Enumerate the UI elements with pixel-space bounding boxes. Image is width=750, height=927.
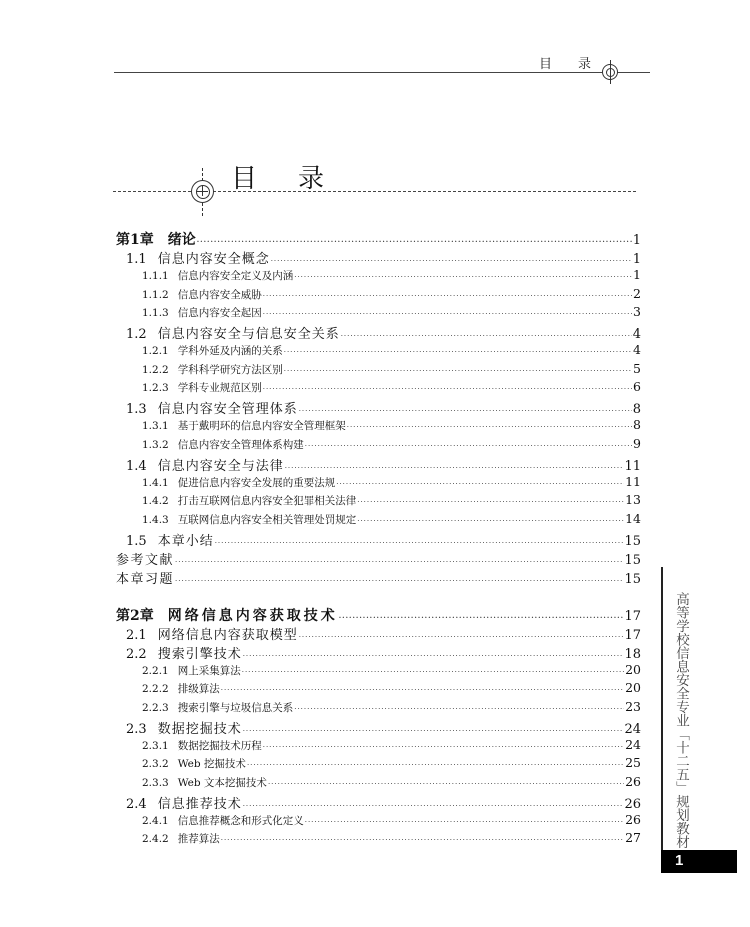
toc-leader-dots — [263, 310, 632, 318]
toc-title: 信息内容安全管理体系 — [157, 402, 298, 418]
toc-title: 促进信息内容安全发展的重要法规 — [177, 476, 336, 489]
toc-title: 信息内容安全威胁 — [177, 288, 262, 301]
toc-leader-dots — [243, 652, 624, 660]
toc-title: 数据挖掘技术 — [157, 721, 242, 737]
toc-title: 学科专业规范区别 — [177, 382, 262, 395]
toc-title: 信息内容安全与法律 — [157, 458, 284, 474]
toc-number: 2.1 — [126, 627, 147, 643]
toc-page: 24 — [624, 721, 641, 737]
toc-page: 24 — [625, 736, 641, 752]
toc-subsection-entry[interactable] — [116, 662, 641, 681]
toc-number: 2.2.1 — [142, 664, 169, 677]
toc-section-entry[interactable] — [116, 718, 641, 737]
toc-page: 8 — [632, 402, 641, 418]
toc-leader-dots — [263, 743, 624, 751]
toc-page: 20 — [625, 661, 641, 677]
toc-leader-dots — [347, 423, 632, 431]
toc-subsection-entry[interactable] — [116, 699, 641, 718]
running-title-char-2: 录 — [578, 57, 592, 72]
toc-number: 1.1.3 — [142, 307, 169, 320]
toc-number: 2.2.2 — [142, 683, 169, 696]
table-of-contents — [116, 229, 641, 849]
toc-leader-dots — [175, 558, 623, 566]
toc-number: 1.3.1 — [142, 420, 169, 433]
toc-title: 排级算法 — [177, 683, 220, 696]
toc-section-entry[interactable] — [116, 643, 641, 662]
toc-page: 6 — [633, 379, 641, 395]
toc-number: 2.4.2 — [142, 833, 169, 846]
toc-page: 11 — [624, 458, 641, 474]
toc-title: 本章小结 — [157, 533, 214, 549]
toc-number: 1.1.2 — [142, 288, 169, 301]
crosshair-target-icon — [598, 60, 622, 84]
toc-page: 15 — [624, 533, 641, 549]
toc-number: 1.4.2 — [142, 495, 169, 508]
toc-page: 4 — [633, 342, 641, 358]
toc-leader-dots — [305, 818, 624, 826]
toc-leader-dots — [336, 480, 624, 488]
toc-number: 2.3.2 — [142, 758, 169, 771]
toc-page: 14 — [625, 510, 641, 526]
toc-leader-dots — [284, 367, 632, 375]
toc-leader-dots — [247, 761, 624, 769]
toc-title: 推荐算法 — [177, 833, 220, 846]
toc-number: 1.4.3 — [142, 513, 169, 526]
toc-leader-dots — [268, 780, 624, 788]
toc-leader-dots — [285, 464, 624, 472]
toc-title: 网络信息内容获取技术 — [167, 607, 338, 624]
header-rule — [114, 72, 650, 73]
toc-subsection-entry[interactable] — [116, 492, 641, 511]
toc-page: 17 — [624, 608, 641, 624]
toc-page: 27 — [625, 830, 641, 846]
toc-number: 1.3 — [126, 402, 147, 418]
toc-page: 15 — [624, 552, 641, 568]
toc-page: 3 — [633, 304, 641, 320]
toc-number: 2.2.3 — [142, 701, 169, 714]
toc-title: 互联网信息内容安全相关管理处罚规定 — [177, 513, 357, 526]
toc-title: 信息内容安全与信息安全关系 — [157, 327, 340, 343]
toc-title: 网上采集算法 — [177, 664, 241, 677]
toc-number: 1.2 — [126, 327, 147, 343]
toc-title: Web 文本挖掘技术 — [177, 777, 267, 789]
toc-leader-dots — [242, 668, 624, 676]
toc-leader-dots — [215, 539, 624, 547]
toc-leader-dots — [271, 257, 632, 265]
toc-leader-dots — [305, 442, 632, 450]
toc-page: 9 — [633, 435, 641, 451]
toc-number: 2.3 — [126, 721, 147, 737]
toc-number: 1.3.2 — [142, 438, 169, 451]
toc-subsection-entry[interactable] — [116, 361, 641, 380]
toc-title: 参考文献 — [116, 552, 175, 568]
toc-number: 1.2.3 — [142, 382, 169, 395]
toc-leader-dots — [243, 802, 624, 810]
toc-subsection-entry[interactable] — [116, 511, 641, 530]
toc-page: 8 — [633, 417, 641, 433]
toc-page: 11 — [625, 473, 641, 489]
toc-number: 1.1 — [126, 252, 147, 267]
toc-section-entry[interactable] — [116, 398, 641, 417]
toc-page: 26 — [624, 796, 641, 812]
toc-page: 1 — [633, 267, 641, 282]
toc-page: 1 — [632, 252, 641, 267]
toc-subsection-entry[interactable] — [116, 755, 641, 774]
toc-subsection-entry[interactable] — [116, 830, 641, 849]
toc-chapter-entry[interactable] — [116, 605, 641, 624]
page-title-char-2: 录 — [298, 164, 325, 194]
toc-title: 学科外延及内涵的关系 — [177, 345, 283, 358]
toc-number: 2.3.3 — [142, 777, 169, 789]
toc-subsection-entry[interactable] — [116, 737, 641, 756]
toc-section-entry[interactable] — [116, 624, 641, 643]
toc-page: 26 — [625, 811, 641, 827]
toc-title: 学科科学研究方法区别 — [177, 363, 283, 376]
chapter-gap — [116, 587, 641, 605]
toc-title: Web 挖掘技术 — [177, 758, 246, 771]
toc-subsection-entry[interactable] — [116, 379, 641, 398]
toc-title: 信息内容安全概念 — [157, 252, 270, 267]
toc-page: 15 — [624, 571, 641, 587]
toc-title: 信息推荐技术 — [157, 796, 242, 812]
toc-title: 搜索引擎与垃圾信息关系 — [177, 701, 294, 714]
toc-leader-dots — [221, 836, 624, 844]
toc-section-entry[interactable] — [116, 455, 641, 474]
toc-title: 信息内容安全定义及内涵 — [177, 270, 294, 282]
toc-leader-dots — [243, 727, 624, 735]
toc-number: 2.2 — [126, 646, 147, 662]
toc-section-entry[interactable] — [116, 530, 641, 549]
toc-section-entry[interactable] — [116, 248, 641, 267]
toc-page: 18 — [624, 646, 641, 662]
page-number: 1 — [675, 852, 684, 869]
toc-title: 数据挖掘技术历程 — [177, 739, 262, 752]
toc-page: 13 — [625, 492, 641, 508]
toc-leader-dots — [357, 498, 624, 506]
toc-title: 网络信息内容获取模型 — [157, 627, 298, 643]
toc-number: 1.4 — [126, 458, 147, 474]
toc-number: 2.3.1 — [142, 739, 169, 752]
toc-leader-dots — [284, 348, 632, 356]
toc-number: 第2章 — [116, 607, 154, 624]
running-title-char-1: 目 — [539, 57, 553, 72]
toc-page: 1 — [632, 233, 641, 248]
page-title-char-1: 目 — [231, 164, 258, 194]
toc-references-entry[interactable] — [116, 549, 641, 568]
toc-subsection-entry[interactable] — [116, 267, 641, 286]
toc-page: 2 — [633, 285, 641, 301]
toc-title: 基于戴明环的信息内容安全管理框架 — [177, 420, 346, 433]
side-tab-rule — [661, 567, 663, 873]
toc-section-entry[interactable] — [116, 793, 641, 812]
toc-leader-dots — [294, 273, 632, 281]
series-title: 高等学校信息安全专业「十二五」规划教材 — [673, 592, 689, 849]
toc-leader-dots — [299, 407, 632, 415]
toc-leader-dots — [299, 633, 624, 641]
toc-subsection-entry[interactable] — [116, 417, 641, 436]
toc-leader-dots — [263, 385, 632, 393]
toc-page: 17 — [624, 627, 641, 643]
toc-chapter-entry[interactable] — [116, 229, 641, 248]
toc-subsection-entry[interactable] — [116, 342, 641, 361]
toc-number: 2.4.1 — [142, 814, 169, 827]
toc-page: 23 — [625, 698, 641, 714]
toc-leader-dots — [357, 517, 624, 525]
toc-page: 5 — [633, 360, 641, 376]
toc-number: 1.4.1 — [142, 476, 169, 489]
toc-exercises-entry[interactable] — [116, 568, 641, 587]
toc-number: 第1章 — [116, 232, 154, 248]
toc-subsection-entry[interactable] — [116, 436, 641, 455]
toc-leader-dots — [263, 292, 632, 300]
toc-title: 信息内容安全起因 — [177, 307, 262, 320]
toc-number: 1.5 — [126, 533, 147, 549]
toc-page: 20 — [625, 680, 641, 696]
toc-title: 信息推荐概念和形式化定义 — [177, 814, 304, 827]
toc-title: 本章习题 — [116, 571, 175, 587]
toc-subsection-entry[interactable] — [116, 474, 641, 493]
toc-leader-dots — [339, 613, 624, 622]
toc-title: 搜索引擎技术 — [157, 646, 242, 662]
toc-page: 4 — [632, 327, 641, 343]
toc-number: 1.2.1 — [142, 345, 169, 358]
toc-leader-dots — [221, 686, 624, 694]
toc-subsection-entry[interactable] — [116, 680, 641, 699]
toc-leader-dots — [175, 577, 623, 585]
toc-leader-dots — [294, 705, 624, 713]
toc-title: 打击互联网信息内容安全犯罪相关法律 — [177, 495, 357, 508]
toc-page: 25 — [625, 755, 641, 771]
toc-section-entry[interactable] — [116, 323, 641, 342]
toc-number: 1.2.2 — [142, 363, 169, 376]
toc-number: 1.1.1 — [142, 270, 169, 282]
toc-number: 2.4 — [126, 796, 147, 812]
toc-leader-dots — [197, 237, 632, 246]
toc-subsection-entry[interactable] — [116, 286, 641, 305]
toc-subsection-entry[interactable] — [116, 812, 641, 831]
toc-leader-dots — [341, 332, 632, 340]
toc-title: 绪论 — [167, 232, 196, 248]
toc-page: 26 — [625, 774, 641, 789]
crosshair-target-icon — [190, 176, 214, 208]
toc-subsection-entry[interactable] — [116, 304, 641, 323]
toc-subsection-entry[interactable] — [116, 774, 641, 793]
page-number-box — [661, 850, 737, 873]
toc-title: 信息内容安全管理体系构建 — [177, 438, 304, 451]
